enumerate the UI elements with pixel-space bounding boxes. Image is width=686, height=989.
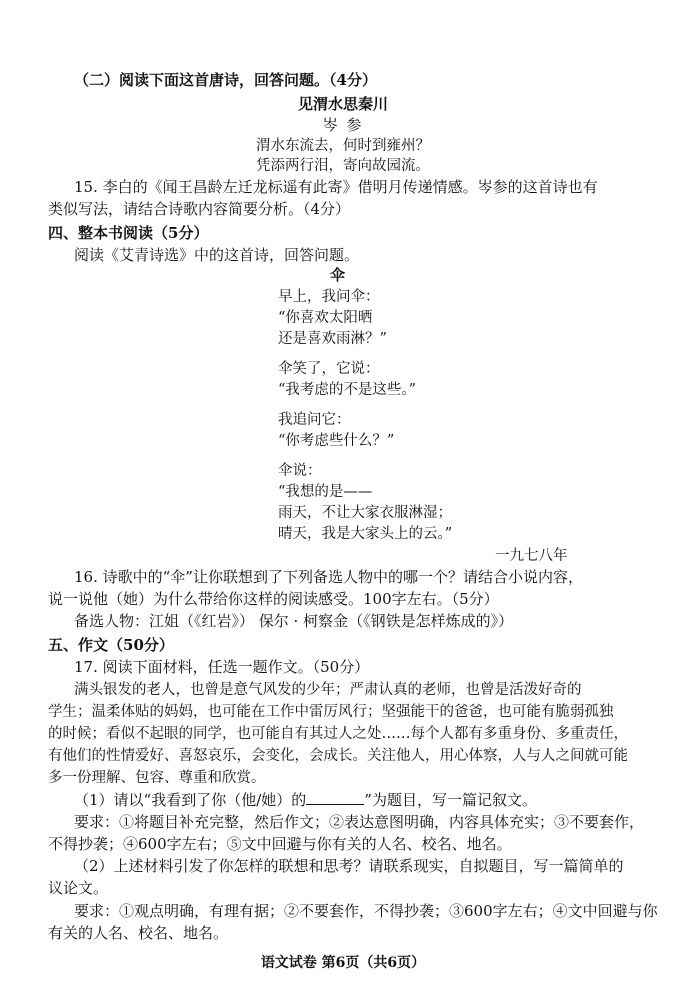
option-1: [74, 790, 537, 810]
poem-line: “我想的是——: [278, 484, 373, 500]
poem-line: “我考虑的不是这些。”: [278, 382, 417, 398]
material-line: 学生；温柔体贴的妈妈，也可能在工作中雷厉风行；坚强能干的爸爸，也可能有脆弱孤独: [48, 704, 614, 720]
question-15: 15. 李白的《闻王昌龄左迁龙标遥有此寄》借明月传递情感。岑参的这首诗也有: [74, 178, 598, 196]
material-line: 的时候；看似不起眼的同学，也可能自有其过人之处……每个人都有多重身份、多重责任，: [48, 726, 628, 742]
poem-line: 凭添两行泪，寄向故园流。: [256, 158, 430, 174]
poem-title: 见渭水思秦川: [297, 95, 388, 113]
section4-heading: 四、整本书阅读（5分）: [48, 224, 209, 242]
question-16: 16. 诗歌中的“伞”让你联想到了下列备选人物中的哪一个？请结合小说内容，: [74, 568, 583, 586]
poem-line: 伞笑了，它说：: [278, 361, 380, 377]
poem-line: “你喜欢太阳晒: [278, 310, 373, 326]
poem-date: 一九七八年: [495, 548, 568, 564]
poem-line: 早上，我问伞：: [278, 289, 380, 305]
section2-heading: （二）阅读下面这首唐诗，回答问题。（4分）: [74, 71, 377, 89]
poem-line: 雨天，不让大家衣服淋湿；: [278, 505, 452, 521]
question-15-cont: 类似写法，请结合诗歌内容简要分析。（4分）: [48, 200, 351, 218]
requirements-1: 要求：①将题目补充完整，然后作文；②表达意图明确，内容具体充实；③不要套作，: [74, 813, 645, 831]
requirements-2: 要求：①观点明确，有理有据；②不要套作，不得抄袭；③600字左右；④文中回避与你: [74, 902, 658, 920]
poem-line: 渭水东流去，何时到雍州？: [256, 138, 430, 154]
material-line: 有他们的性情爱好、喜怒哀乐，会变化，会成长。关注他人，用心体察，人与人之间就可能: [48, 748, 628, 764]
option-2: （2）上述材料引发了你怎样的联想和思考？请联系现实，自拟题目，写一篇简单的: [74, 857, 624, 875]
material-line: 满头银发的老人，也曾是意气风发的少年；严肃认真的老师，也曾是活泼好奇的: [74, 682, 582, 698]
option-1-text: ”为题目，写一篇记叙文。: [364, 791, 537, 809]
section5-heading: 五、作文（50分）: [48, 636, 174, 654]
poem-author: 岑 参: [322, 116, 364, 134]
poem-line: 我追问它：: [278, 412, 351, 428]
poem-line: 伞说：: [278, 463, 322, 479]
page-footer: 语文试卷 第6页（共6页）: [260, 955, 426, 971]
poem-line: 还是喜欢雨淋？”: [278, 331, 387, 347]
title-blank: [306, 790, 364, 805]
section4-intro: 阅读《艾青诗选》中的这首诗，回答问题。: [74, 246, 360, 264]
option-2-cont: 议论文。: [48, 879, 109, 897]
requirements-1-cont: 不得抄袭；④600字左右；⑤文中回避与你有关的人名、校名、地名。: [48, 835, 512, 853]
poem-line: “你考虑些什么？”: [278, 433, 395, 449]
poem-line: 晴天，我是大家头上的云。”: [278, 526, 453, 542]
requirements-2-cont: 有关的人名、校名、地名。: [48, 924, 229, 942]
question-16-cont: 说一说他（她）为什么带给你这样的阅读感受。100字左右。（5分）: [48, 590, 499, 608]
question-17: 17. 阅读下面材料，任选一题作文。（50分）: [74, 658, 370, 676]
candidate-characters: 备选人物：江姐（《红岩》） 保尔 · 柯察金（《钢铁是怎样炼成的》）: [74, 612, 514, 630]
poem-title: 伞: [330, 266, 346, 284]
material-line: 多一份理解、包容、尊重和欣赏。: [48, 770, 266, 786]
option-1-text: （1）请以“我看到了你（他/她）的: [74, 791, 307, 809]
